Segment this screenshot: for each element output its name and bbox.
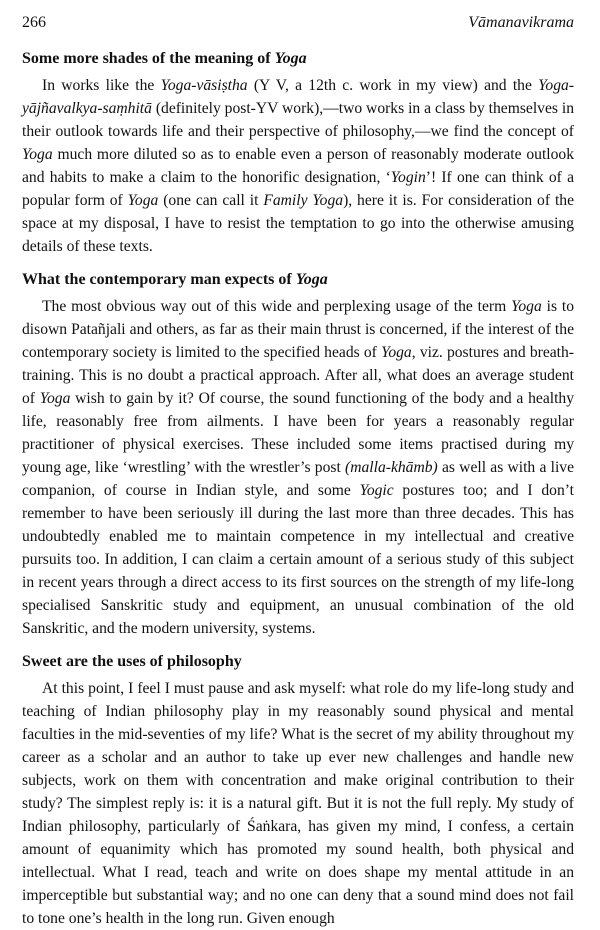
section-yoga-shades xyxy=(22,48,574,258)
section-heading: What the contemporary man expects of Yoga xyxy=(22,271,328,288)
section-paragraph: At this point, I feel I must pause and ask myself: what role do my life-long study and teaching of Indian philosophy play in my reasonably sound physical and mental faculties in the mid-seventies of my life? What is the secret of my ability throughout my career as a scholar and an author to take up ever new challenges and handle new subjects, work on them with concentration and make original contribution to their study? The simplest reply is: it is a natural gift. But it is not the full reply. My study of Indian philosophy, particularly of Śaṅkara, has given my mind, I confess, a certain amount of equanimity which has promoted my sound health, both physical and intellectual. What I read, teach and write on does shape my mental attitude in an imperceptible but substantial way; and no one can deny that a sound mind does not fail to tone one’s health in the long run. Given enough xyxy=(22,680,574,927)
section-uses-of-philosophy xyxy=(22,651,574,930)
book-title: Vāmanavikrama xyxy=(468,14,574,31)
page-number: 266 xyxy=(22,14,46,31)
section-paragraph: The most obvious way out of this wide and perplexing usage of the term Yoga is to disown Patañjali and others, as far as their main thrust is concerned, if the interest of the contemporary society is limited to the specified heads of Yoga, viz. postures and breath-training. This is no doubt a practical approach. After all, what does an average student of Yoga wish to gain by it? Of course, the sound functioning of the body and a healthy life, reasonably free from ailments. I have been for years a reasonably regular practitioner of physical exercises. These included some items practised during my young age, like ‘wrestling’ with the wrestler’s post (malla-khāmb) as well as with a live companion, of course in Indian style, and some Yogic postures too; and I don’t remember to have been seriously ill during the last more than three decades. This has undoubtedly enabled me to maintain competence in my intellectual and creative pursuits too. In addition, I can claim a certain amount of a serious study of this subject in recent years through a direct access to its first sources on the strength of my life-long specialised Sanskritic study and equipment, an unusual combination of the old Sanskritic, and the modern university, systems. xyxy=(22,298,575,637)
section-heading: Some more shades of the meaning of Yoga xyxy=(22,50,307,67)
running-head xyxy=(22,12,574,34)
section-paragraph: In works like the Yoga-vāsiṣtha (Y V, a 12th c. work in my view) and the Yoga-yājñavalkya-saṃhitā (definitely post-YV work),—two works in a class by themselves in their outlook towards life and their perspective of philosophy,—we find the concept of Yoga much more diluted so as to enable even a person of reasonably moderate outlook and habits to make a claim to the honorific designation, ‘Yogin’! If one can think of a popular form of Yoga (one can call it Family Yoga), here it is. For consideration of the space at my disposal, I have to resist the temptation to go into the otherwise amusing details of these texts. xyxy=(22,77,574,255)
section-heading: Sweet are the uses of philosophy xyxy=(22,653,242,670)
section-contemporary-man xyxy=(22,269,574,640)
